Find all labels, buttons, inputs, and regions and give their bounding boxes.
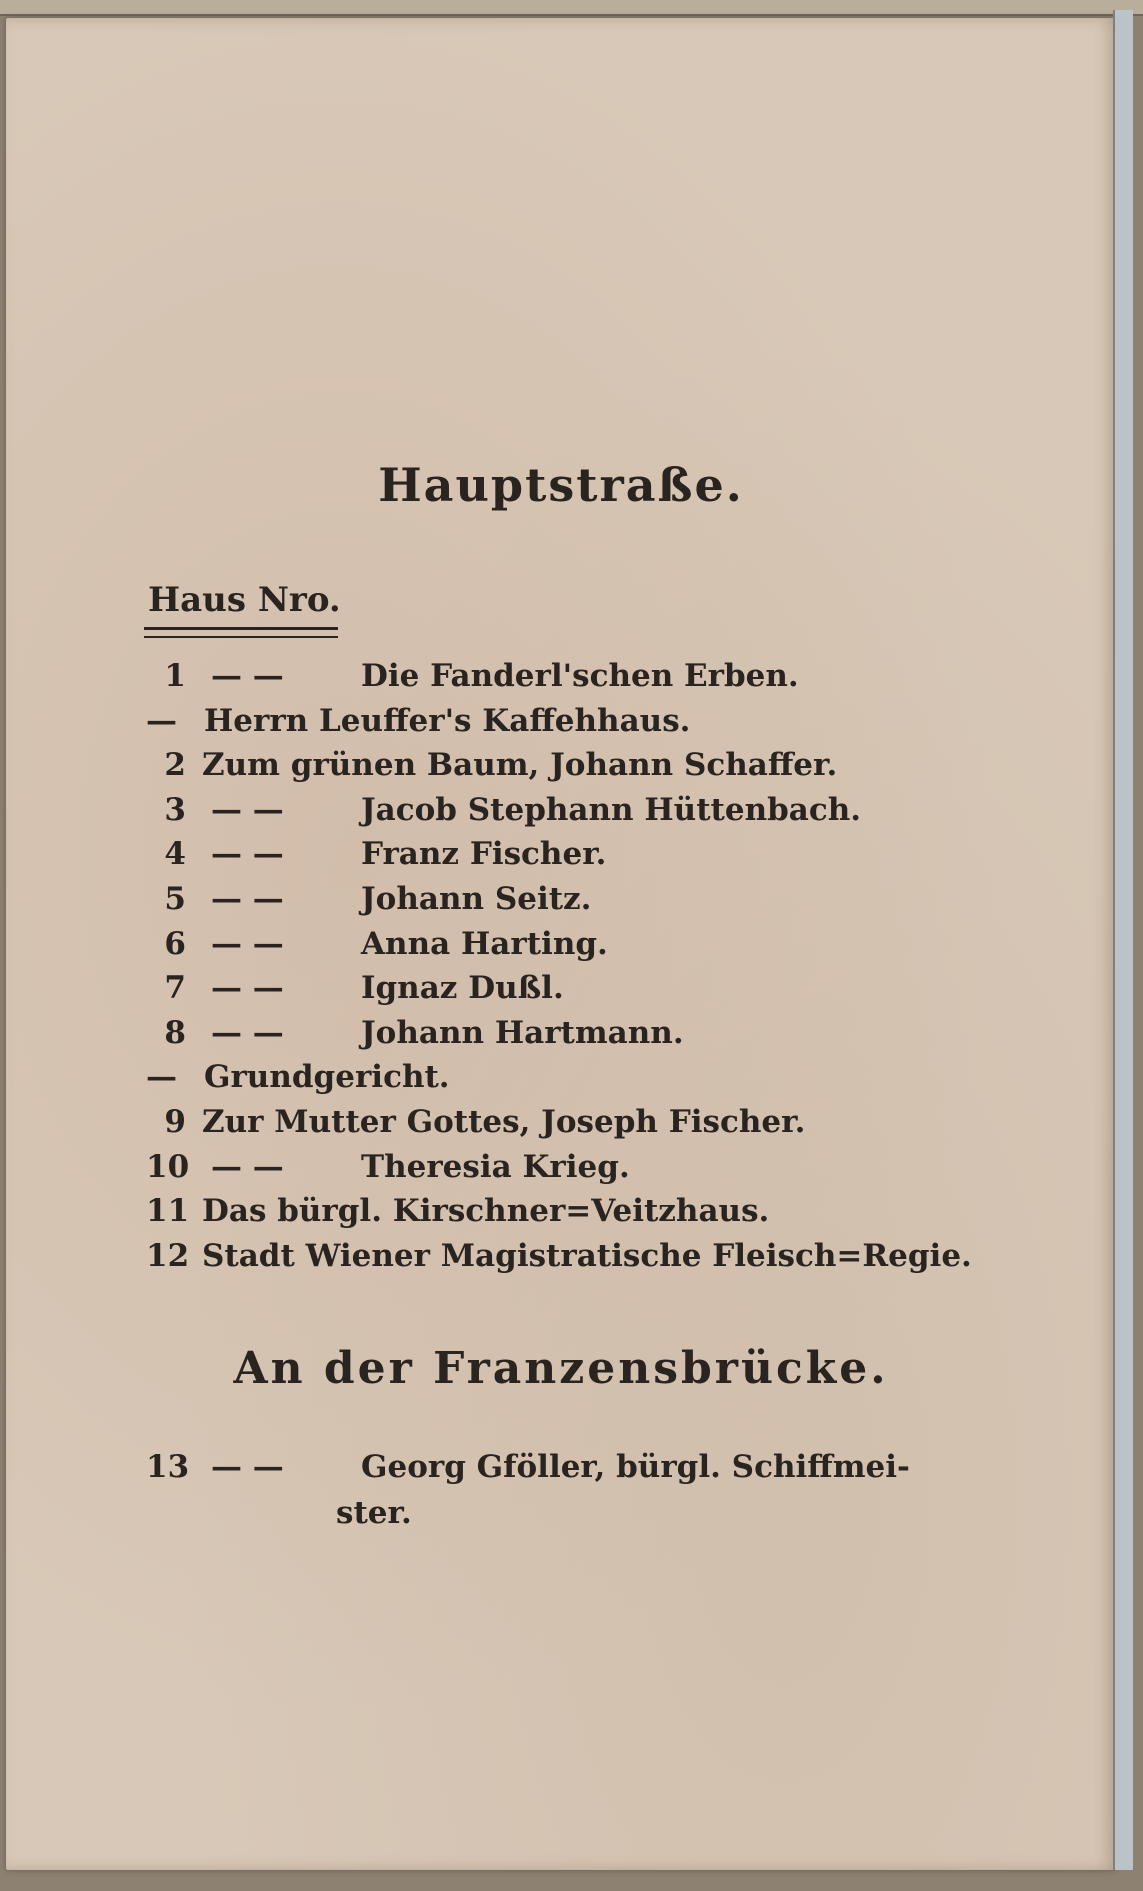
owner-text: Franz Fischer. (361, 836, 607, 873)
owner-text: Grundgericht. (204, 1059, 450, 1096)
dash-marker: — — (211, 925, 284, 962)
owner-text: Ignaz Dußl. (361, 970, 564, 1007)
owner-text: Johann Seitz. (361, 881, 592, 917)
dash-marker: — — (211, 658, 284, 694)
owner-text: Zum grünen Baum, Johann Schaffer. (202, 747, 838, 784)
house-number: 4 (164, 836, 186, 873)
owner-text: Theresia Krieg. (361, 1148, 630, 1185)
owner-text: Anna Harting. (361, 925, 608, 962)
section-title: An der Franzensbrücke. (233, 1343, 889, 1394)
list-item (6, 1149, 1116, 1193)
list-item (6, 970, 1116, 1014)
dash-marker: — (146, 1059, 177, 1096)
list-item (6, 836, 1116, 880)
list-item (6, 747, 1116, 791)
list-item (6, 658, 1116, 702)
house-number: 11 (146, 1193, 190, 1230)
list-item (6, 1059, 1116, 1103)
house-number: 6 (164, 925, 186, 962)
header-underline (144, 627, 338, 638)
dash-marker: — — (211, 1148, 284, 1185)
owner-text: Georg Gföller, bürgl. Schiffmei- (361, 1449, 910, 1485)
dash-marker: — — (211, 970, 284, 1007)
house-number: 10 (146, 1148, 190, 1185)
owner-text: Johann Hartmann. (361, 1014, 684, 1051)
house-number: 3 (164, 791, 186, 828)
dash-marker: — — (211, 1014, 284, 1051)
house-number: 2 (164, 747, 186, 784)
house-number: 8 (164, 1014, 186, 1051)
house-number: 7 (164, 970, 186, 1007)
owner-text: Die Fanderl'schen Erben. (361, 658, 799, 694)
house-number: 5 (164, 881, 186, 917)
dash-marker: — — (211, 1449, 284, 1485)
list-item (6, 703, 1116, 747)
dash-marker: — — (211, 791, 284, 828)
owner-text: Jacob Stephann Hüttenbach. (361, 791, 862, 828)
book-page (6, 18, 1116, 1870)
list-item (6, 881, 1116, 925)
dash-marker: — — (211, 836, 284, 873)
continuation-line: ster. (336, 1495, 412, 1531)
list-item (6, 1449, 1116, 1493)
list-item (6, 1238, 1116, 1282)
dash-marker: — — (211, 881, 284, 917)
list-item (6, 1015, 1116, 1059)
house-number: 12 (146, 1237, 190, 1274)
owner-text: Stadt Wiener Magistratische Fleisch=Regie. (202, 1237, 972, 1274)
owner-text: Herrn Leuffer's Kaffehhaus. (204, 702, 691, 739)
house-number: 1 (164, 658, 186, 694)
house-number: 13 (146, 1449, 190, 1485)
dash-marker: — (146, 702, 177, 739)
owner-text: Zur Mutter Gottes, Joseph Fischer. (202, 1104, 806, 1140)
list-item (6, 926, 1116, 970)
page-top-edge (0, 0, 1143, 16)
page-title: Hauptstraße. (378, 458, 744, 512)
page-right-edge (1113, 10, 1133, 1870)
list-item (6, 792, 1116, 836)
owner-text: Das bürgl. Kirschner=Veitzhaus. (202, 1193, 770, 1230)
list-item (6, 1193, 1116, 1237)
house-number: 9 (164, 1104, 186, 1140)
column-header: Haus Nro. (148, 580, 341, 620)
list-item (6, 1104, 1116, 1148)
